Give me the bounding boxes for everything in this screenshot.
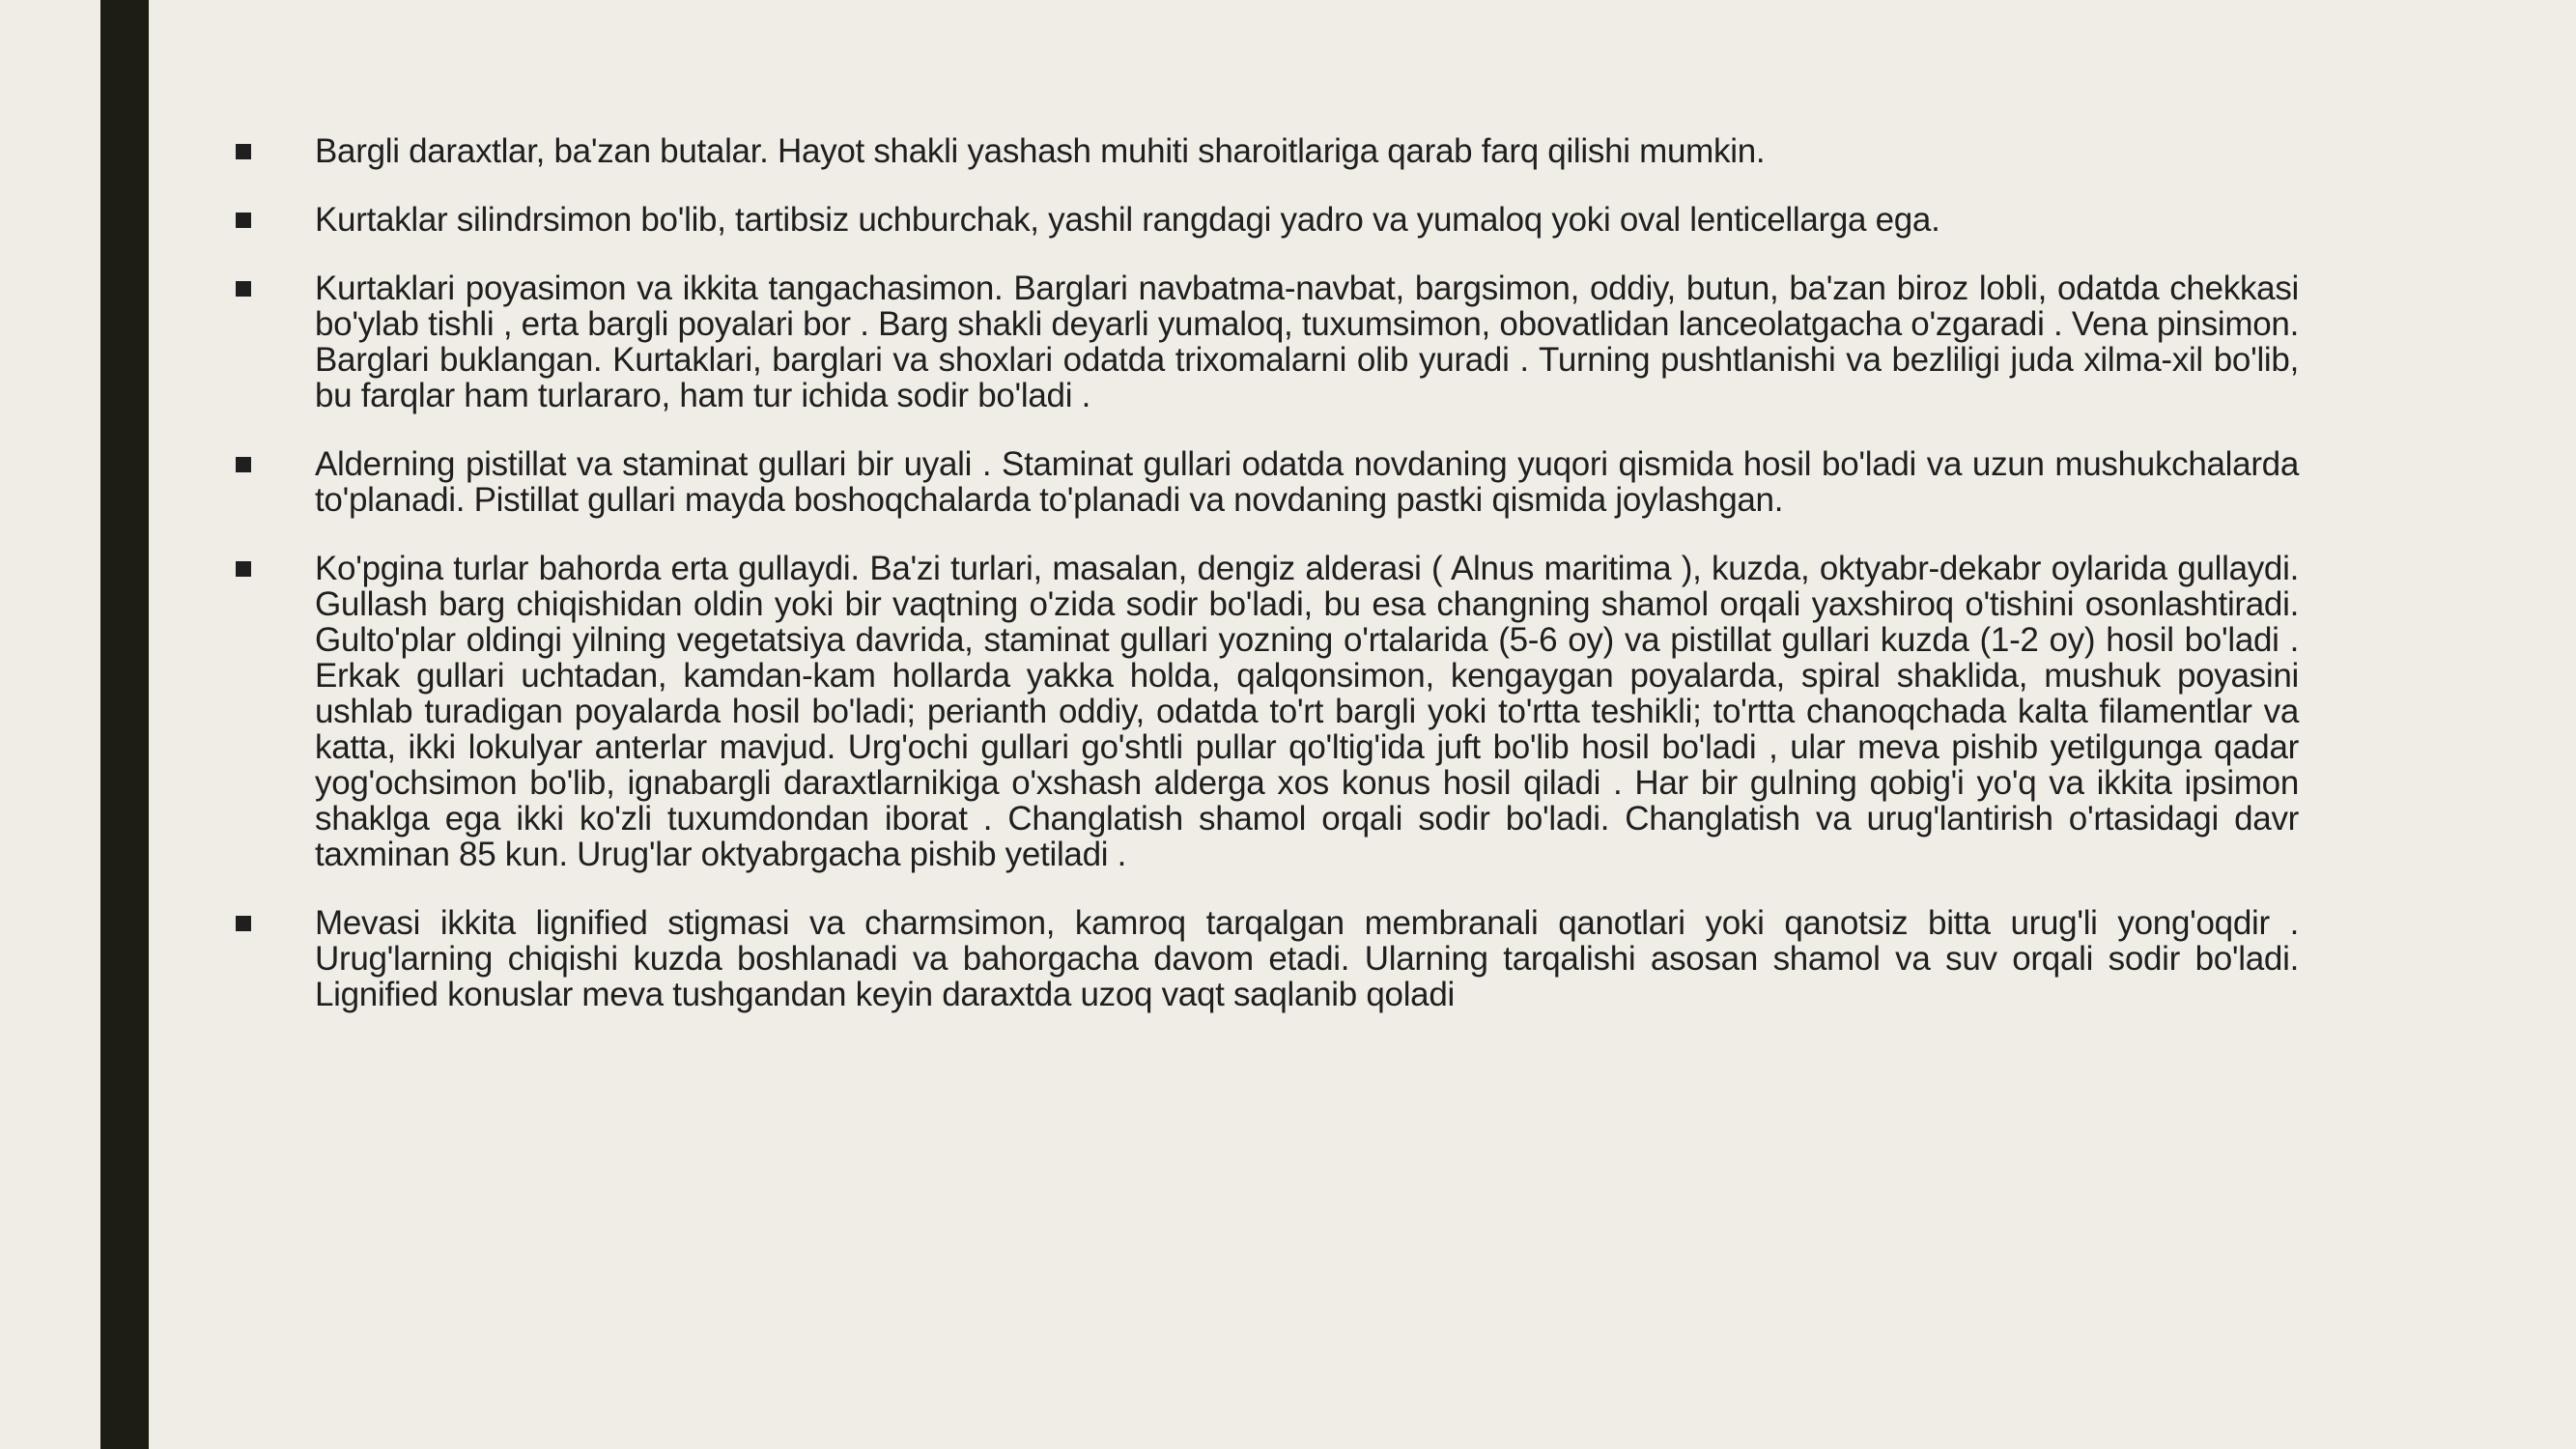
bullet-text: Kurtaklar silindrsimon bo'lib, tartibsiz uchburchak, yashil rangdagi yadro va yumaloq yoki oval lenticellarga ega.: [315, 201, 1940, 239]
bullet-text: Bargli daraxtlar, ba'zan butalar. Hayot shakli yashash muhiti sharoitlariga qarab farq qilishi mumkin.: [315, 132, 1766, 170]
bullet-item-2: [232, 202, 2299, 238]
bullet-item-6: [232, 905, 2299, 1012]
side-accent-bar: [100, 0, 149, 1449]
bullet-list: [232, 133, 2299, 1012]
bullet-item-1: [232, 133, 2299, 169]
bullet-text: Ko'pgina turlar bahorda erta gullaydi. Ba'zi turlari, masalan, dengiz alderasi ( Alnus maritima ), kuzda, oktyabr-dekabr oylarida gullaydi. Gullash barg chiqishidan oldin yoki bir vaqtning o'zida sodir bo'ladi, bu esa changning shamol orqali yaxshiroq o'tishini osonlashtiradi. Gulto'plar oldingi yilning vegetatsiya davrida, staminat gullari yozning o'rtalarida (5-6 oy) va pistillat gullari kuzda (1-2 oy) hosil bo'ladi . Erkak gullari uchtadan, kamdan-kam hollarda yakka holda, qalqonsimon, kengaygan poyalarda, spiral shaklida, mushuk poyasini ushlab turadigan poyalarda hosil bo'ladi; perianth oddiy, odatda to'rt bargli yoki to'rtta teshikli; to'rtta chanoqchada kalta filamentlar va katta, ikki lokulyar anterlar mavjud. Urg'ochi gullari go'shtli pullar qo'ltig'ida juft bo'lib hosil bo'ladi , ular meva pishib yetilgunga qadar yog'ochsimon bo'lib, ignabargli daraxtlarnikiga o'xshash alderga xos konus hosil qiladi . Har bir gulning qobig'i yo'q va ikkita ipsimon shaklga ega ikki ko'zli tuxumdondan iborat . Changlatish shamol orqali sodir bo'ladi. Changlatish va urug'lantirish o'rtasidagi davr taxminan 85 kun. Urug'lar oktyabrgacha pishib yetiladi .: [315, 550, 2299, 873]
square-bullet-icon: [236, 213, 251, 228]
bullet-item-5: [232, 551, 2299, 872]
slide-content: [232, 133, 2299, 1045]
square-bullet-icon: [236, 457, 251, 472]
square-bullet-icon: [236, 281, 251, 297]
bullet-text: Alderning pistillat va staminat gullari bir uyali . Staminat gullari odatda novdaning yuqori qismida hosil bo'ladi va uzun mushukchalarda to'planadi. Pistillat gullari mayda boshoqchalarda to'planadi va novdaning pastki qismida joylashgan.: [315, 445, 2299, 519]
bullet-item-3: [232, 270, 2299, 413]
square-bullet-icon: [236, 144, 251, 159]
square-bullet-icon: [236, 561, 251, 577]
square-bullet-icon: [236, 916, 251, 931]
bullet-text: Kurtaklari poyasimon va ikkita tangachasimon. Barglari navbatma-navbat, bargsimon, oddiy, butun, ba'zan biroz lobli, odatda chekkasi bo'ylab tishli , erta bargli poyalari bor . Barg shakli deyarli yumaloq, tuxumsimon, obovatlidan lanceolatgacha o'zgaradi . Vena pinsimon. Barglari buklangan. Kurtaklari, barglari va shoxlari odatda trixomalarni olib yuradi . Turning pushtlanishi va bezliligi juda xilma-xil bo'lib, bu farqlar ham turlararo, ham tur ichida sodir bo'ladi .: [315, 270, 2299, 414]
bullet-text: Mevasi ikkita lignified stigmasi va charmsimon, kamroq tarqalgan membranali qanotlari yoki qanotsiz bitta urug'li yong'oqdir . Urug'larning chiqishi kuzda boshlanadi va bahorgacha davom etadi. Ularning tarqalishi asosan shamol va suv orqali sodir bo'ladi. Lignified konuslar meva tushgandan keyin daraxtda uzoq vaqt saqlanib qoladi: [315, 904, 2299, 1013]
bullet-item-4: [232, 446, 2299, 518]
